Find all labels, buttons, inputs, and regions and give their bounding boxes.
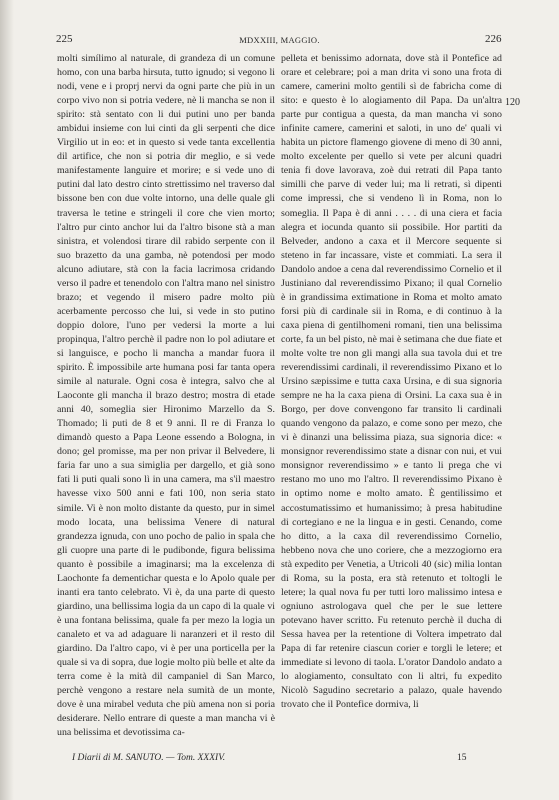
page-number-left: 225: [56, 33, 73, 45]
footer-citation: I Diarii di M. SANUTO. — Tom. XXXIV.: [72, 753, 226, 763]
footer-signature-number: 15: [457, 753, 467, 763]
right-column: [281, 52, 502, 712]
left-column-text: molti simílimo al naturale, di grandeza di un comune homo, con una barba hirsuta, tutto ignudo; si vegono li nodi, vene e i proprj nervi da ogni parte che più in un corpo vivo non si potria vedere, nè li mancha se non il spirito: stà sentato con li dui putini uno per banda ambidui insieme con lui cinti da gli serpenti che dice Virgilio ut in eo: et in questo si vede tanta excellentia dil artifice, che non si potria dir meglio, e si vede manifestamente languire et morire; e si vede uno di putini dal lato destro cinto strettissimo nel traverso dal bissone ben con due volte intorno, una delle quale gli traversa le tetine e stringeli il core che vien morto; l'altro pur cinto anchor lui da l'altro bisone stà a man sinistra, et volendosi tirare dil rabido serpente con il suo brazetto da una gamba, nè potendosi per modo alcuno adiutare, stà con la facia lacrimosa cridando verso il padre et tenendolo con l'altra mano nel sinistro brazo; et vegendo il misero padre molto più acerbamente percosso che lui, si vede in sto putino doppio dolore, l'uno per vedersi la morte a lui propinqua, l'altro perchè il padre non lo pol adiutare et si languisce, e pocho li mancha a mandar fuora il spirito. È impossibile arte humana posi far tanta opera simile al naturale. Ogni cosa è integra, salvo che al Laoconte gli mancha il brazo destro; mostra di etade anni 40, someglia sier Hironimo Marzello da S. Thomado; li puti de 8 et 9 anni. Il re di Franza lo dimandò questo a Papa Leone essendo a Bologna, in dono; gel promisse, ma per non privar il Belvedere, li faria far uno a sua simiglia per dargello, et già sono fati li puti quali sono lì in una camera, ma s'il maestro havesse vixo 500 anni e fati 100, non seria stato simile. Vi è non molto distante da questo, pur in simel modo locata, una belissima Venere di natural grandezza ignuda, con uno pocho de palio in spala che gli cuopre una parte di le pudibonde, figura belissima quanto è possibile a imaginarsi; ma la excelenza di Laochonte fa dementichar questa e lo Apolo quale per inanti era tanto celebrato. Vi è, da una parte di questo giardino, una bellissima logia da un capo di la quale vi è una fontana belissima, quale fa per mezo la logia un canaleto et va ad adaguare li naranzeri et il resto dil giardino. Da l'altro capo, vi è per una porticella per la quale si va di sopra, due logie molto più belle et alte da terra come è la mità dil campaniel di San Marco, perchè vengono a restare nela sumità de un monte, dove è una mirabel veduta che più amena non si poria desiderare. Nello entrare di queste a man mancha vi è una belissima et devotissima ca-: [57, 53, 276, 739]
right-column-text: pelleta et benissimo adornata, dove stà il Pontefice ad orare et celebrare; poi a man drita vi sono una frota di camere, camerini molto gentili sì de fabricha come di sito: e questo è lo alogiamento dil Papa. Da un'altra parte pur contigua a questa, da man mancha vi sono infinite camere, camerini et saloti, in uno de' quali vi habita un pictore flamengo giovene di meno di 30 anni, molto excelente per quello si vete per alcuni quadri tenia fi dove lavorava, zoè dui retrati dil Papa tanto similli che parve di veder lui; ma li retrati, sì dipenti come impressi, che si vendeno lì in Roma, non lo someglia. Il Papa è di anni . . . . di una ciera et facia alegra et iocunda quanto sii possibile. Hor partiti da Belveder, andono a caxa et il Mercore sequente si steteno in far incassare, viste et commiati. La sera il Dandolo andoe a cena dal reverendissimo Cornelio et il Justiniano dal reverendissimo Pixano; il qual Cornelio è in grandissima extimatione in Roma et molto amato forsi più di cardinale sii in Roma, e di continuo à la caxa piena di gentilhomeni romani, tien una belissima corte, fa un bel pisto, nè mai è setimana che due fiate et molte volte tre non gli mangi alla sua tavola dui et tre reverendissimi cardinali, il reverendissimo Pixano et lo Ursino sæpissime e tutta caxa Ursina, e di sua signoria sempre ne ha la caxa piena di Orsini. La caxa sua è in Borgo, per dove convengono far transito li cardinali quando vengono da palazo, e come sono per mezo, che vi è dinanzi una belissima piaza, sua signoria dice: « monsignor reverendissimo state a disnar con nui, et vui monsignor reverendissimo » e tanto li prega che vi restano mo uno mo l'altro. Il reverendissimo Pixano è in optimo nome e molto amato. È gentilissimo et accostumatissimo et humanissimo; à presa habitudine di cortegiano e ne la lingua e in gesti. Cenando, come ho ditto, a la caxa dil reverendissimo Cornelio, hebbeno nova che uno coriere, che a mezzogiorno era stà expedito per Venetia, a Utricoli 40 (sic) milia lontan di Roma, su la posta, era stà retenuto et toltogli le letere; la qual nova fu per tutti loro malissimo intesa e ogniuno astrologava quel che per le sue lettere potevano haver scritto. Fu retenuto perchè il ducha di Sessa havea per la retentione di Voltera impetrato dal Papa di far retenire ciascun corier e torgli le letere; et immediate si levono di taola. L'orator Dandolo andato a lo alogiamento, consultato con li altri, fu expedito Nicolò Sagudino secretario a palazo, quale havendo trovato che il Pontefice dormiva, li: [281, 53, 502, 711]
running-header: MDXXIII, MAGGIO.: [239, 35, 320, 45]
page-number-right: 226: [485, 33, 502, 45]
page-binding-shadow: [0, 0, 14, 800]
left-column: [57, 52, 275, 740]
margin-number: 120: [505, 97, 520, 108]
